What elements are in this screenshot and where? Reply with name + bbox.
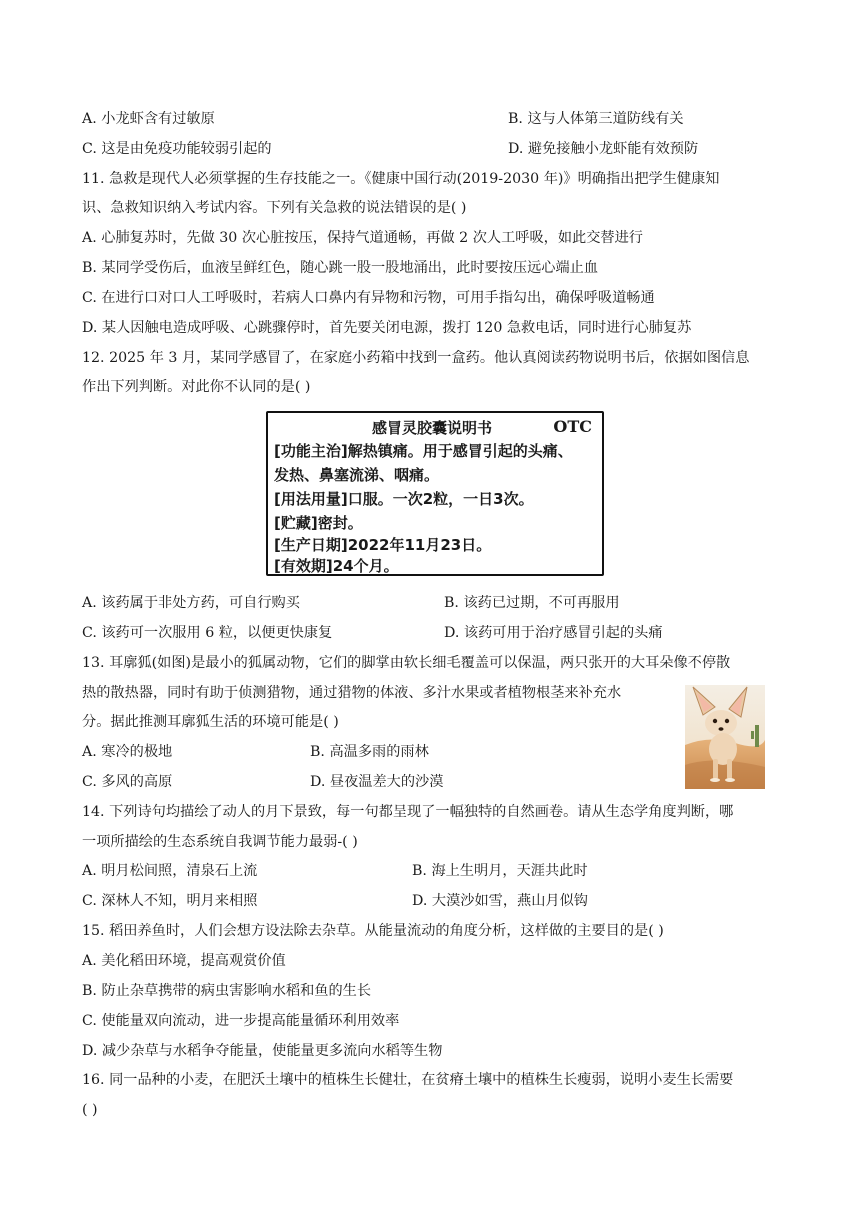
q12-stem-line1: 12. 2025 年 3 月，某同学感冒了，在家庭小药箱中找到一盒药。他认真阅读药物说明书后，依据如图信息 (82, 350, 750, 366)
drug-label-otc: OTC (553, 417, 592, 436)
q15-option-d: D. 减少杂草与水稻争夺能量，使能量更多流向水稻等生物 (82, 1043, 443, 1059)
q12-option-c: C. 该药可一次服用 6 粒，以便更快康复 (82, 625, 333, 641)
q14-stem-line1: 14. 下列诗句均描绘了动人的月下景致，每一句都呈现了一幅独特的自然画卷。请从生态学角度判断，哪 (82, 804, 734, 820)
q13-option-c: C. 多风的高原 (82, 774, 173, 790)
q11-option-b: B. 某同学受伤后，血液呈鲜红色，随心跳一股一股地涌出，此时要按压远心端止血 (82, 260, 599, 276)
q11-stem-line1: 11. 急救是现代人必须掌握的生存技能之一。《健康中国行动(2019-2030 年)》明确指出把学生健康知 (82, 171, 720, 187)
q15-option-b: B. 防止杂草携带的病虫害影响水稻和鱼的生长 (82, 983, 372, 999)
q15-stem-line1: 15. 稻田养鱼时，人们会想方设法除去杂草。从能量流动的角度分析，这样做的主要目的是( ) (82, 923, 664, 939)
drug-instruction-label (266, 411, 604, 576)
drug-label-line-2: 发热、鼻塞流涕、咽痛。 (274, 466, 440, 484)
q15-option-a: A. 美化稻田环境，提高观赏价值 (82, 953, 286, 969)
q15-option-c: C. 使能量双向流动，进一步提高能量循环利用效率 (82, 1013, 400, 1029)
q13-option-d: D. 昼夜温差大的沙漠 (310, 774, 444, 790)
q11-option-c: C. 在进行口对口人工呼吸时，若病人口鼻内有异物和污物，可用手指勾出，确保呼吸道畅通 (82, 290, 655, 306)
q10-option-b: B. 这与人体第三道防线有关 (508, 111, 684, 127)
q11-option-a: A. 心肺复苏时，先做 30 次心脏按压，保持气道通畅，再做 2 次人工呼吸，如此交替进行 (82, 230, 643, 246)
q16-stem-line2: ( ) (82, 1102, 98, 1118)
drug-label-line-3: [用法用量]口服。一次2粒，一日3次。 (274, 490, 534, 508)
q13-stem-line1: 13. 耳廓狐(如图)是最小的狐属动物，它们的脚掌由软长细毛覆盖可以保温，两只张开的大耳朵像不停散 (82, 655, 731, 671)
q10-option-c: C. 这是由免疫功能较弱引起的 (82, 141, 272, 157)
q14-option-b: B. 海上生明月，天涯共此时 (412, 863, 588, 879)
q12-stem-line2: 作出下列判断。对此你不认同的是( ) (82, 379, 311, 395)
drug-label-title: 感冒灵胶囊说明书 (372, 419, 493, 437)
q11-option-d: D. 某人因触电造成呼吸、心跳骤停时，首先要关闭电源，拨打 120 急救电话，同时进行心肺复苏 (82, 320, 692, 336)
q10-option-d: D. 避免接触小龙虾能有效预防 (508, 141, 699, 157)
q12-option-b: B. 该药已过期，不可再服用 (444, 595, 620, 611)
drug-label-line-6: [有效期]24个月。 (274, 557, 399, 575)
q13-option-b: B. 高温多雨的雨林 (310, 744, 429, 760)
q14-option-a: A. 明月松间照，清泉石上流 (82, 863, 258, 879)
q13-stem-line2: 热的散热器，同时有助于侦测猎物，通过猎物的体液、多汁水果或者植物根茎来补充水 (82, 685, 622, 701)
drug-label-line-4: [贮藏]密封。 (274, 514, 363, 532)
q11-stem-line2: 识、急救知识纳入考试内容。下列有关急救的说法错误的是( ) (82, 200, 467, 216)
q14-stem-line2: 一项所描绘的生态系统自我调节能力最弱-( ) (82, 834, 358, 850)
q12-option-a: A. 该药属于非处方药，可自行购买 (82, 595, 300, 611)
drug-label-line-5: [生产日期]2022年11月23日。 (274, 536, 492, 554)
q10-option-a: A. 小龙虾含有过敏原 (82, 111, 215, 127)
q13-stem-line3: 分。据此推测耳廓狐生活的环境可能是( ) (82, 714, 339, 730)
fennec-fox-photo (685, 685, 765, 789)
q16-stem-line1: 16. 同一品种的小麦，在肥沃土壤中的植株生长健壮，在贫瘠土壤中的植株生长瘦弱，说明小麦生长需要 (82, 1072, 734, 1088)
q12-option-d: D. 该药可用于治疗感冒引起的头痛 (444, 625, 663, 641)
drug-label-line-1: [功能主治]解热镇痛。用于感冒引起的头痛、 (274, 442, 573, 460)
q14-option-c: C. 深林人不知，明月来相照 (82, 893, 258, 909)
q14-option-d: D. 大漠沙如雪，燕山月似钩 (412, 893, 588, 909)
q13-option-a: A. 寒冷的极地 (82, 744, 173, 760)
